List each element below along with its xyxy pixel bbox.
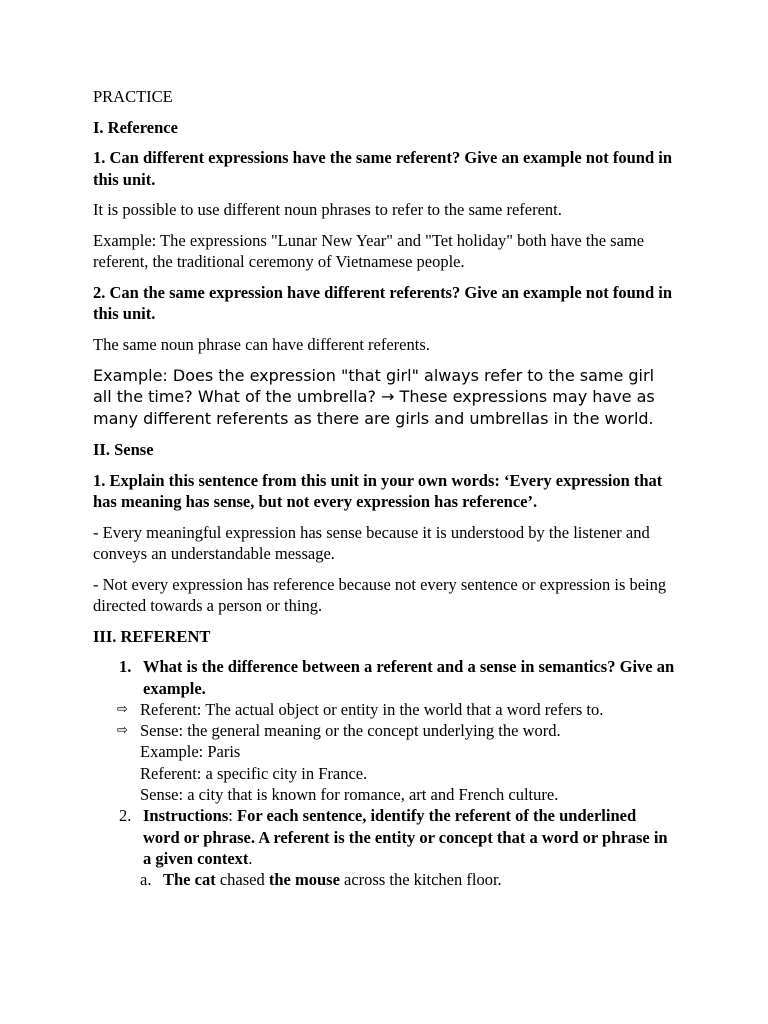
question-1-sense: 1. Explain this sentence from this unit in your own words: ‘Every expression that has meaning has sense, but not every expression has reference’. (93, 470, 663, 511)
instructions-text: For each sentence, identify the referent of the underlined word or phrase. A referent is the entity or concept that a word or phrase in a given context (143, 806, 668, 868)
question-1-reference: 1. Can different expressions have the same referent? Give an example not found in this unit. (93, 148, 673, 189)
arrow-item-text: Sense: the general meaning or the concept underlying the word. (140, 721, 561, 741)
instructions-colon: : (228, 806, 237, 826)
instructions-end: . (248, 848, 253, 868)
answer-sense-1: - Every meaningful expression has sense because it is understood by the listener and conveys an understandable message. (93, 522, 650, 563)
page-title: PRACTICE (93, 87, 173, 106)
list-item-2 (92, 805, 676, 869)
arrow-right-icon: ⇨ (117, 701, 128, 717)
list-item-1 (92, 656, 676, 699)
list-number: 2. (119, 806, 132, 826)
arrow-item-text: Referent: The actual object or entity in the world that a word refers to. (140, 699, 604, 719)
sentence-phrase-cat: The cat (163, 870, 216, 890)
arrow-item-sense (93, 720, 676, 741)
sentence-fragment: chased (215, 870, 269, 890)
sub-item-letter: a. (140, 870, 152, 890)
question-2-reference: 2. Can the same expression have different referents? Give an example not found in this unit. (93, 283, 673, 324)
list-number: 1. (119, 657, 132, 677)
arrow-item-referent (93, 699, 676, 720)
instructions-label: Instructions (143, 806, 229, 826)
sub-item-a (93, 869, 676, 890)
answer-sense-2: - Not every expression has reference because not every sentence or expression is being directed towards a person or thing. (93, 574, 667, 615)
section-heading-referent: III. REFERENT (93, 626, 211, 646)
example-sense-line: Sense: a city that is known for romance, art and French culture. (140, 784, 559, 804)
answer-1-reference: It is possible to use different noun phrases to refer to the same referent. (93, 200, 562, 220)
example-referent-line: Referent: a specific city in France. (140, 763, 368, 783)
section-heading-reference: I. Reference (93, 117, 178, 137)
answer-2-reference: The same noun phrase can have different referents. (93, 335, 430, 355)
answer-2-example: Example: Does the expression "that girl" always refer to the same girl all the time? What of the umbrella? → These expressions may have as many different referents as there are girls and umbrellas in the world. (93, 365, 655, 428)
sentence-fragment-end: across the kitchen floor. (339, 870, 502, 890)
section-heading-sense: II. Sense (93, 439, 154, 459)
example-line: Example: Paris (140, 742, 241, 762)
arrow-right-icon: ⇨ (117, 723, 128, 739)
sentence-phrase-mouse: the mouse (268, 870, 340, 890)
answer-1-example: Example: The expressions "Lunar New Year" and "Tet holiday" both have the same referent, the traditional ceremony of Vietnamese people. (93, 231, 645, 272)
list-item-text: What is the difference between a referent and a sense in semantics? Give an example. (143, 657, 675, 698)
